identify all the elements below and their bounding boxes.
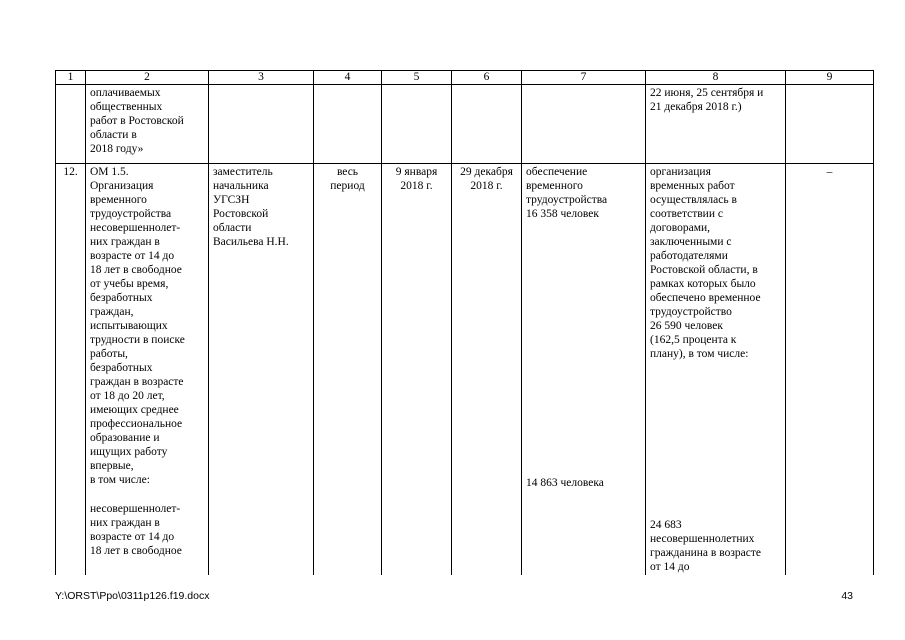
col-number-7: 7 xyxy=(522,71,646,85)
cont-cell-5 xyxy=(382,85,452,164)
page-number: 43 xyxy=(841,590,853,602)
col-number-6: 6 xyxy=(452,71,522,85)
responsible-cell: заместитель начальника УГСЗН Ростовской области Васильева Н.Н. xyxy=(209,164,314,576)
row-number-cell: 12. xyxy=(56,164,86,576)
cont-cell-9 xyxy=(786,85,874,164)
col-number-4: 4 xyxy=(314,71,382,85)
cont-cell-6 xyxy=(452,85,522,164)
measure-description: ОМ 1.5. Организация временного трудоустройства несовершеннолет- них граждан в возрасте от 14 до 18 лет в свободное от учебы время, безработных граждан, испытывающих трудности в поиске работы, безработных граждан в возрасте от 18 до 20 лет, имеющих среднее профессиональное образование и ищущих работу впервые, в том числе: xyxy=(90,166,185,486)
report-table xyxy=(55,70,874,575)
table-row-12 xyxy=(56,164,874,576)
document-path: Y:\ORST\Ppo\0311p126.f19.docx xyxy=(55,590,210,602)
col-number-3: 3 xyxy=(209,71,314,85)
measure-sub-description: несовершеннолет- них граждан в возрасте от 14 до 18 лет в свободное xyxy=(90,503,182,557)
end-date-cell: 29 декабря 2018 г. xyxy=(452,164,522,576)
actual-result-sub: 24 683 несовершеннолетних гражданина в возрасте от 14 до xyxy=(650,519,761,573)
col-number-8: 8 xyxy=(646,71,786,85)
column-number-row xyxy=(56,71,874,85)
col-number-9: 9 xyxy=(786,71,874,85)
cont-cell-3 xyxy=(209,85,314,164)
col-number-5: 5 xyxy=(382,71,452,85)
cont-description-cell: оплачиваемых общественных работ в Ростовской области в 2018 году» xyxy=(86,85,209,164)
cont-result-cell: 22 июня, 25 сентября и 21 декабря 2018 г.) xyxy=(646,85,786,164)
planned-result-sub: 14 863 человека xyxy=(526,477,604,489)
continued-row xyxy=(56,85,874,164)
period-cell: весь период xyxy=(314,164,382,576)
actual-result-cell xyxy=(646,164,786,576)
col-number-1: 1 xyxy=(56,71,86,85)
planned-result: обеспечение временного трудоустройства 16 358 человек xyxy=(526,166,608,220)
cont-cell-7 xyxy=(522,85,646,164)
measure-description-cell xyxy=(86,164,209,576)
cont-cell-4 xyxy=(314,85,382,164)
planned-result-cell xyxy=(522,164,646,576)
start-date-cell: 9 января 2018 г. xyxy=(382,164,452,576)
col-number-2: 2 xyxy=(86,71,209,85)
actual-result: организация временных работ осуществлялась в соответствии с договорами, заключенными с работодателями Ростовской области, в рамках которых было обеспечено временное трудоустройство 26 590 человек (162,5 процента к плану), в том числе: xyxy=(650,166,761,360)
notes-cell: – xyxy=(786,164,874,576)
cont-num-cell xyxy=(56,85,86,164)
